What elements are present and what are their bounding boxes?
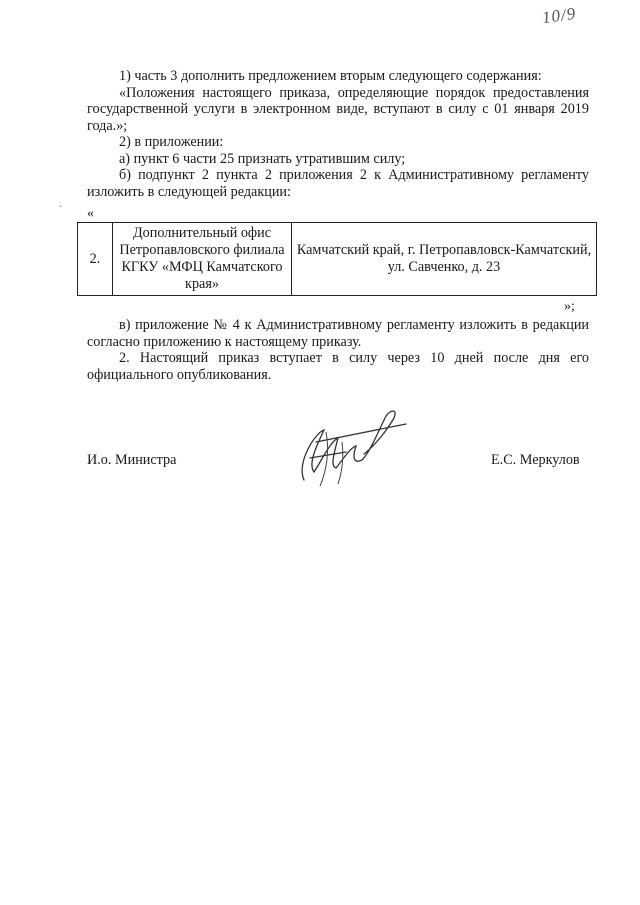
table-cell-number: 2. <box>78 223 113 296</box>
table-cell-office-name: Дополнительный офис Петропавловского филиала КГКУ «МФЦ Камчатского края» <box>113 223 292 296</box>
paragraph: «Положения настоящего приказа, определяющие порядок предоставления государственной услуги в электронном виде, вступают в силу с 01 января 2019 года.»; <box>87 84 589 134</box>
quote-close-mark: »; <box>564 299 575 314</box>
paragraph: 2) в приложении: <box>119 134 224 150</box>
signatory-title: И.о. Министра <box>87 452 177 468</box>
table-row <box>78 223 597 296</box>
office-table <box>77 222 597 296</box>
paragraph: 1) часть 3 дополнить предложением вторым следующего содержания: <box>119 68 542 84</box>
signatory-name: Е.С. Меркулов <box>491 452 580 468</box>
quote-open-mark: « <box>87 206 94 221</box>
amendment-text-bottom <box>87 317 589 383</box>
paragraph: б) подпункт 2 пункта 2 приложения 2 к Административному регламенту изложить в следующей редакции: <box>87 167 589 200</box>
handwritten-signature <box>286 402 416 492</box>
margin-mark: · <box>59 202 63 213</box>
page-number: 10/9 <box>540 3 578 28</box>
paragraph: 2. Настоящий приказ вступает в силу через 10 дней после дня его официального опубликования. <box>87 350 589 383</box>
amendment-text-top <box>87 68 589 200</box>
table-cell-address: Камчатский край, г. Петропавловск-Камчатский, ул. Савченко, д. 23 <box>292 223 597 296</box>
paragraph: в) приложение № 4 к Административному регламенту изложить в редакции согласно приложению к настоящему приказу. <box>87 317 589 350</box>
paragraph: а) пункт 6 части 25 признать утратившим силу; <box>119 150 406 167</box>
